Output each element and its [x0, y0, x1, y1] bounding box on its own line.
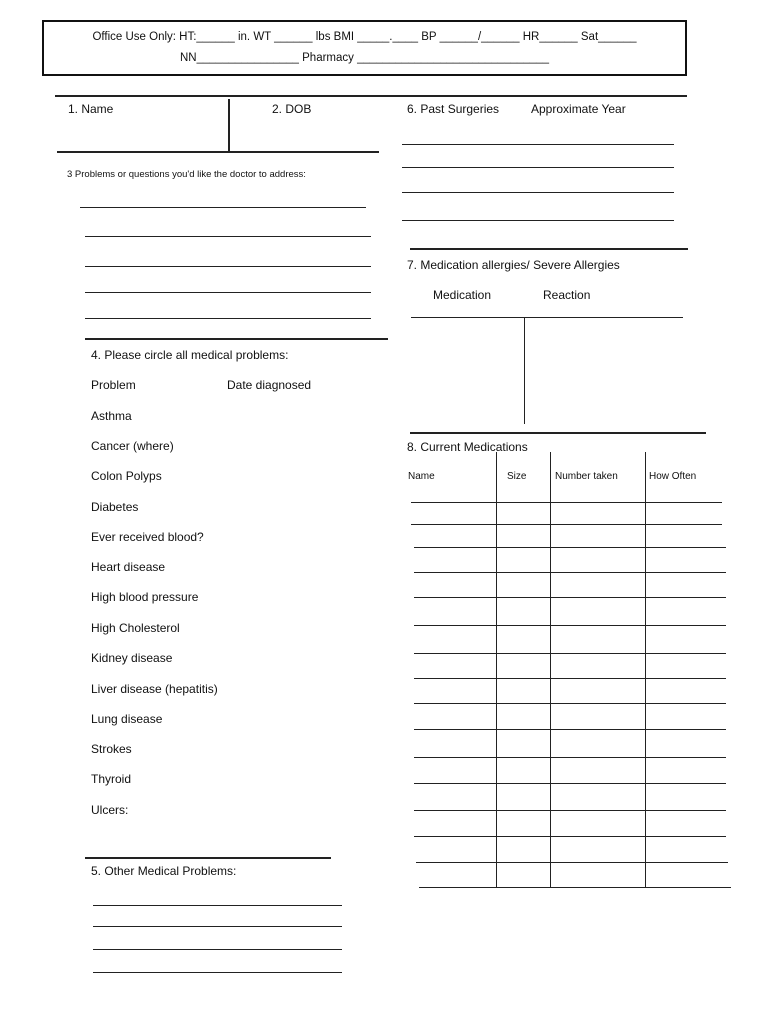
problem-item[interactable]: Colon Polyps — [91, 469, 162, 483]
surgery-line-4[interactable] — [402, 220, 674, 221]
other-problems-line-4[interactable] — [93, 972, 342, 973]
section8-divider — [410, 432, 706, 434]
medical-problems-title: 4. Please circle all medical problems: — [91, 348, 289, 362]
allergy-column-divider — [524, 317, 525, 424]
med-row-line[interactable] — [414, 653, 726, 654]
problem-item[interactable]: Diabetes — [91, 500, 139, 514]
dob-label: 2. DOB — [272, 102, 312, 116]
problems-line-3[interactable] — [85, 266, 371, 267]
section7-divider — [410, 248, 688, 250]
med-row-line[interactable] — [414, 783, 726, 784]
office-use-line-1: Office Use Only: HT:______ in. WT ______ lbs BMI _____.____ BP ______/______ HR______ Sat______ — [92, 31, 637, 43]
med-row-line[interactable] — [414, 572, 726, 573]
problem-item[interactable]: Ever received blood? — [91, 530, 204, 544]
problem-item[interactable]: Strokes — [91, 742, 132, 756]
med-row-line[interactable] — [414, 678, 726, 679]
office-use-line-2: NN________________ Pharmacy ______________________________ — [180, 52, 549, 64]
name-field-underline[interactable] — [57, 151, 379, 153]
medication-size-header: Size — [507, 471, 527, 482]
allergy-header-underline — [411, 317, 683, 318]
problems-line-5[interactable] — [85, 318, 371, 319]
med-col-divider-size — [496, 452, 497, 888]
office-use-box — [42, 20, 687, 76]
medication-name-header: Name — [408, 471, 435, 482]
problem-item[interactable]: Lung disease — [91, 712, 163, 726]
med-row-line[interactable] — [414, 625, 726, 626]
problem-item[interactable]: Thyroid — [91, 772, 132, 786]
other-medical-problems-title: 5. Other Medical Problems: — [91, 864, 237, 878]
other-problems-line-3[interactable] — [93, 949, 342, 950]
problem-item[interactable]: High Cholesterol — [91, 621, 180, 635]
past-surgeries-title: 6. Past Surgeries — [407, 102, 500, 116]
name-dob-divider — [228, 99, 230, 151]
med-row-line[interactable] — [411, 502, 722, 503]
med-row-line[interactable] — [414, 597, 726, 598]
problem-item[interactable]: Asthma — [91, 409, 132, 423]
current-medications-title: 8. Current Medications — [407, 440, 528, 454]
problem-item[interactable]: High blood pressure — [91, 590, 199, 604]
med-row-line[interactable] — [414, 757, 726, 758]
problem-column-header: Problem — [91, 378, 136, 392]
section5-divider — [85, 857, 331, 859]
surgery-line-3[interactable] — [402, 192, 674, 193]
med-col-divider-number — [550, 452, 551, 888]
problems-line-4[interactable] — [85, 292, 371, 293]
medication-number-taken-header: Number taken — [555, 471, 618, 482]
surgery-line-2[interactable] — [402, 167, 674, 168]
medication-allergies-title: 7. Medication allergies/ Severe Allergies — [407, 258, 620, 272]
other-problems-line-1[interactable] — [93, 905, 342, 906]
date-diagnosed-column-header: Date diagnosed — [227, 378, 312, 392]
problem-item[interactable]: Heart disease — [91, 560, 166, 574]
med-col-divider-often — [645, 452, 646, 888]
surgery-line-1[interactable] — [402, 144, 674, 145]
section4-divider — [85, 338, 388, 340]
medication-how-often-header: How Often — [649, 471, 697, 482]
problem-item[interactable]: Liver disease (hepatitis) — [91, 682, 218, 696]
med-row-line[interactable] — [414, 547, 726, 548]
problems-line-2[interactable] — [85, 236, 371, 237]
med-row-line[interactable] — [411, 524, 722, 525]
name-label: 1. Name — [68, 102, 114, 116]
other-problems-line-2[interactable] — [93, 926, 342, 927]
problems-questions-label: 3 Problems or questions you'd like the doctor to address: — [67, 169, 306, 180]
med-row-line[interactable] — [416, 862, 728, 863]
top-divider — [55, 95, 687, 97]
med-row-line[interactable] — [419, 887, 731, 888]
med-row-line[interactable] — [414, 729, 726, 730]
approximate-year-label: Approximate Year — [531, 102, 626, 116]
problems-line-1[interactable] — [80, 207, 366, 208]
problem-item[interactable]: Kidney disease — [91, 651, 173, 665]
problem-item[interactable]: Cancer (where) — [91, 439, 174, 453]
med-row-line[interactable] — [414, 810, 726, 811]
med-row-line[interactable] — [414, 703, 726, 704]
allergy-medication-header: Medication — [433, 288, 492, 302]
problem-item[interactable]: Ulcers: — [91, 803, 129, 817]
med-row-line[interactable] — [414, 836, 726, 837]
allergy-reaction-header: Reaction — [543, 288, 591, 302]
